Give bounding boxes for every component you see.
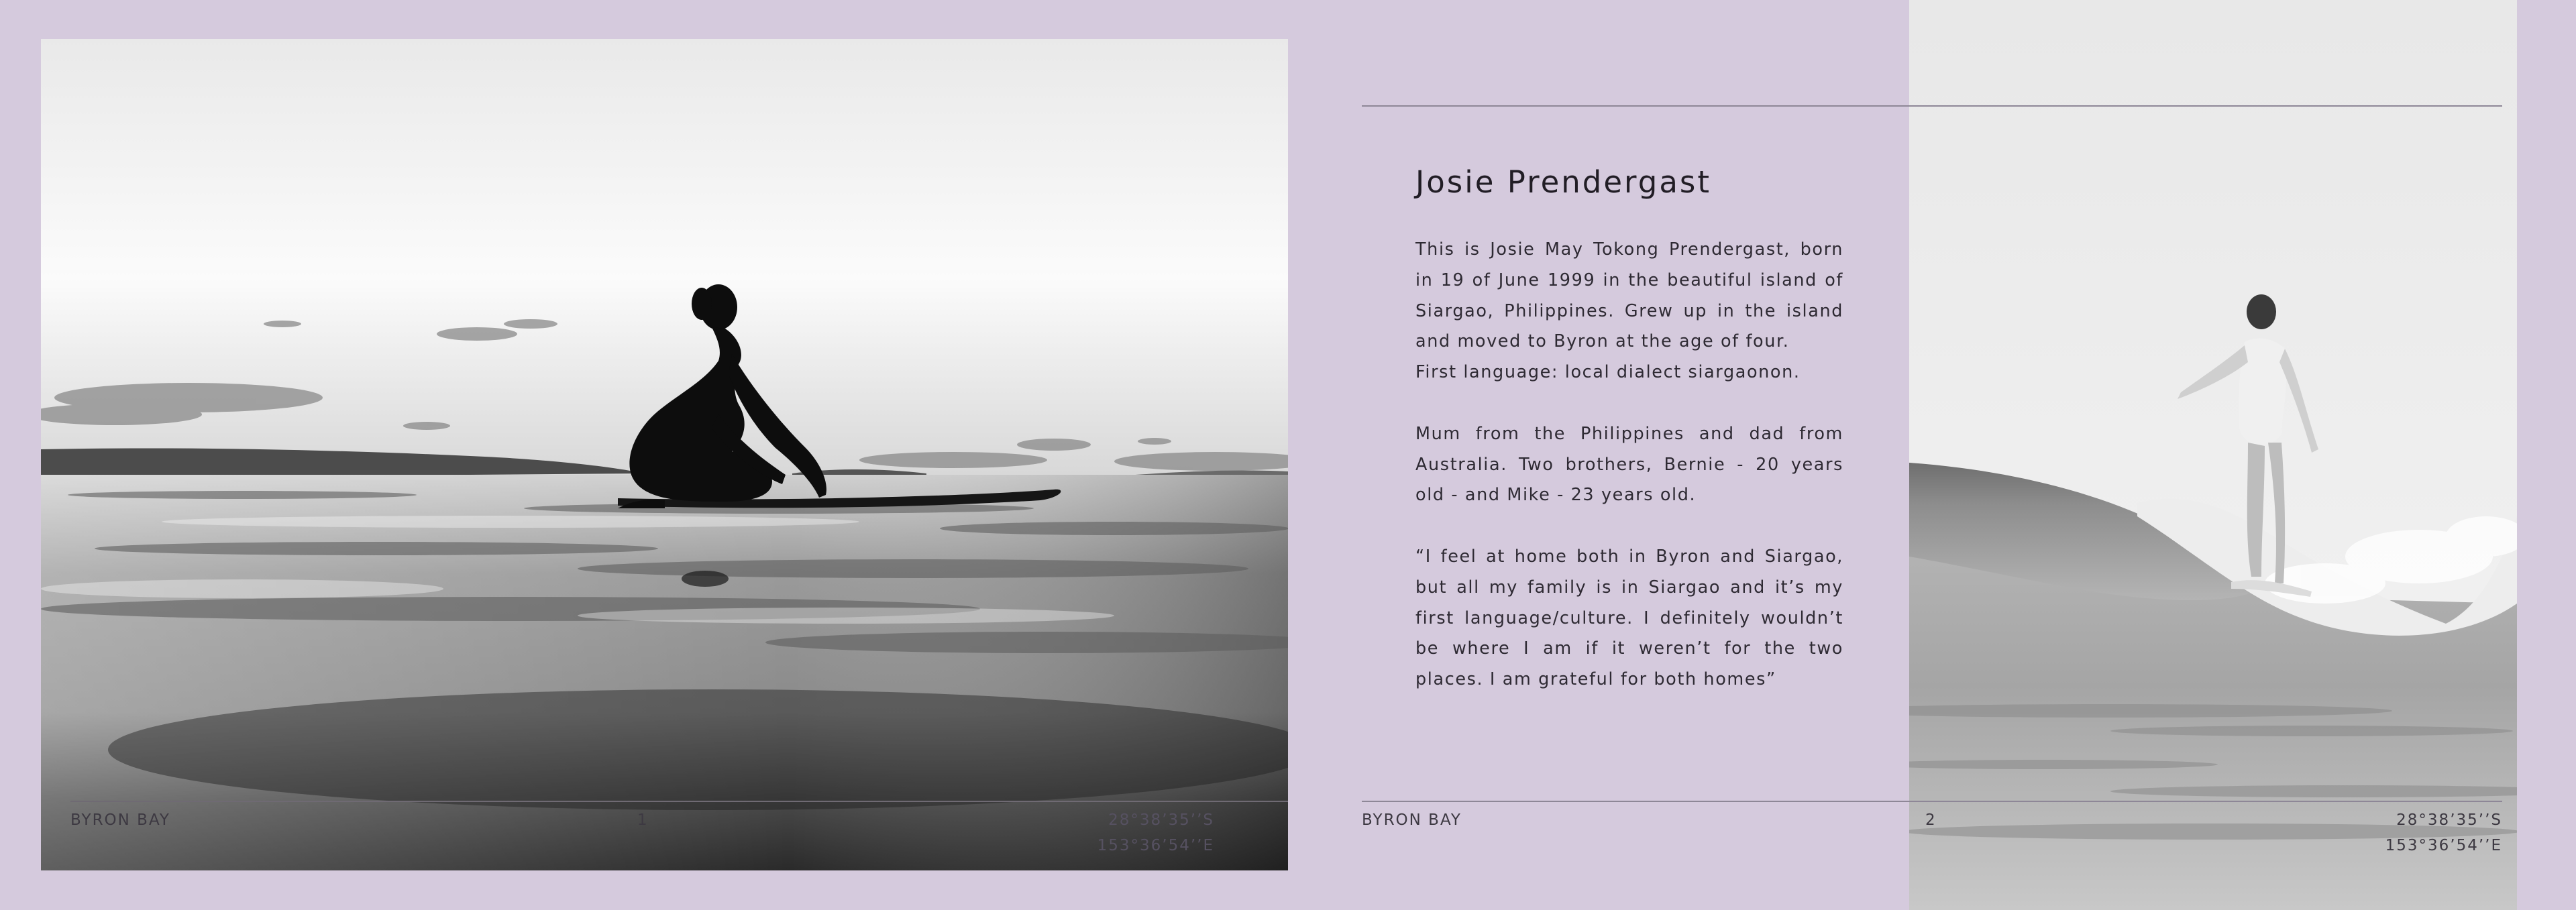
article-title: Josie Prendergast xyxy=(1415,164,1711,200)
surfer-on-wave-photo xyxy=(1909,0,2517,910)
footer-divider-right xyxy=(1362,801,2502,802)
footer-place-left: BYRON BAY xyxy=(70,811,170,829)
latitude-right: 28°38’35’’S xyxy=(2396,811,2502,829)
quote-paragraph: “I feel at home both in Byron and Siargao, but all my family is in Siargao and it’s my first language/culture. I definitely wouldn’t be where I am if it weren’t for the two places. I am grateful for both homes” xyxy=(1415,546,1843,690)
footer-divider-left xyxy=(70,801,1288,802)
coordinates-right xyxy=(2281,807,2502,858)
surfer-silhouette-photo xyxy=(41,39,1288,870)
article-body xyxy=(1415,235,1843,726)
footer-place-right: BYRON BAY xyxy=(1362,811,1462,829)
longitude-left: 153°36’54’’E xyxy=(1097,837,1214,854)
page-number-right: 2 xyxy=(1925,811,1937,829)
top-divider xyxy=(1362,105,2502,107)
bio-text: This is Josie May Tokong Prendergast, born in 19 of June 1999 in the beautiful island of Siargao, Philippines. Grew up in the island and moved to Byron at the age of four. xyxy=(1415,239,1843,352)
coordinates-left xyxy=(1006,807,1214,858)
page-number-left: 1 xyxy=(637,811,649,829)
longitude-right: 153°36’54’’E xyxy=(2385,837,2502,854)
first-language-line: First language: local dialect siargaonon. xyxy=(1415,362,1801,383)
bio-paragraph xyxy=(1415,235,1843,388)
family-paragraph: Mum from the Philippines and dad from Australia. Two brothers, Bernie - 20 years old - and Mike - 23 years old. xyxy=(1415,423,1843,506)
latitude-left: 28°38’35’’S xyxy=(1108,811,1214,829)
